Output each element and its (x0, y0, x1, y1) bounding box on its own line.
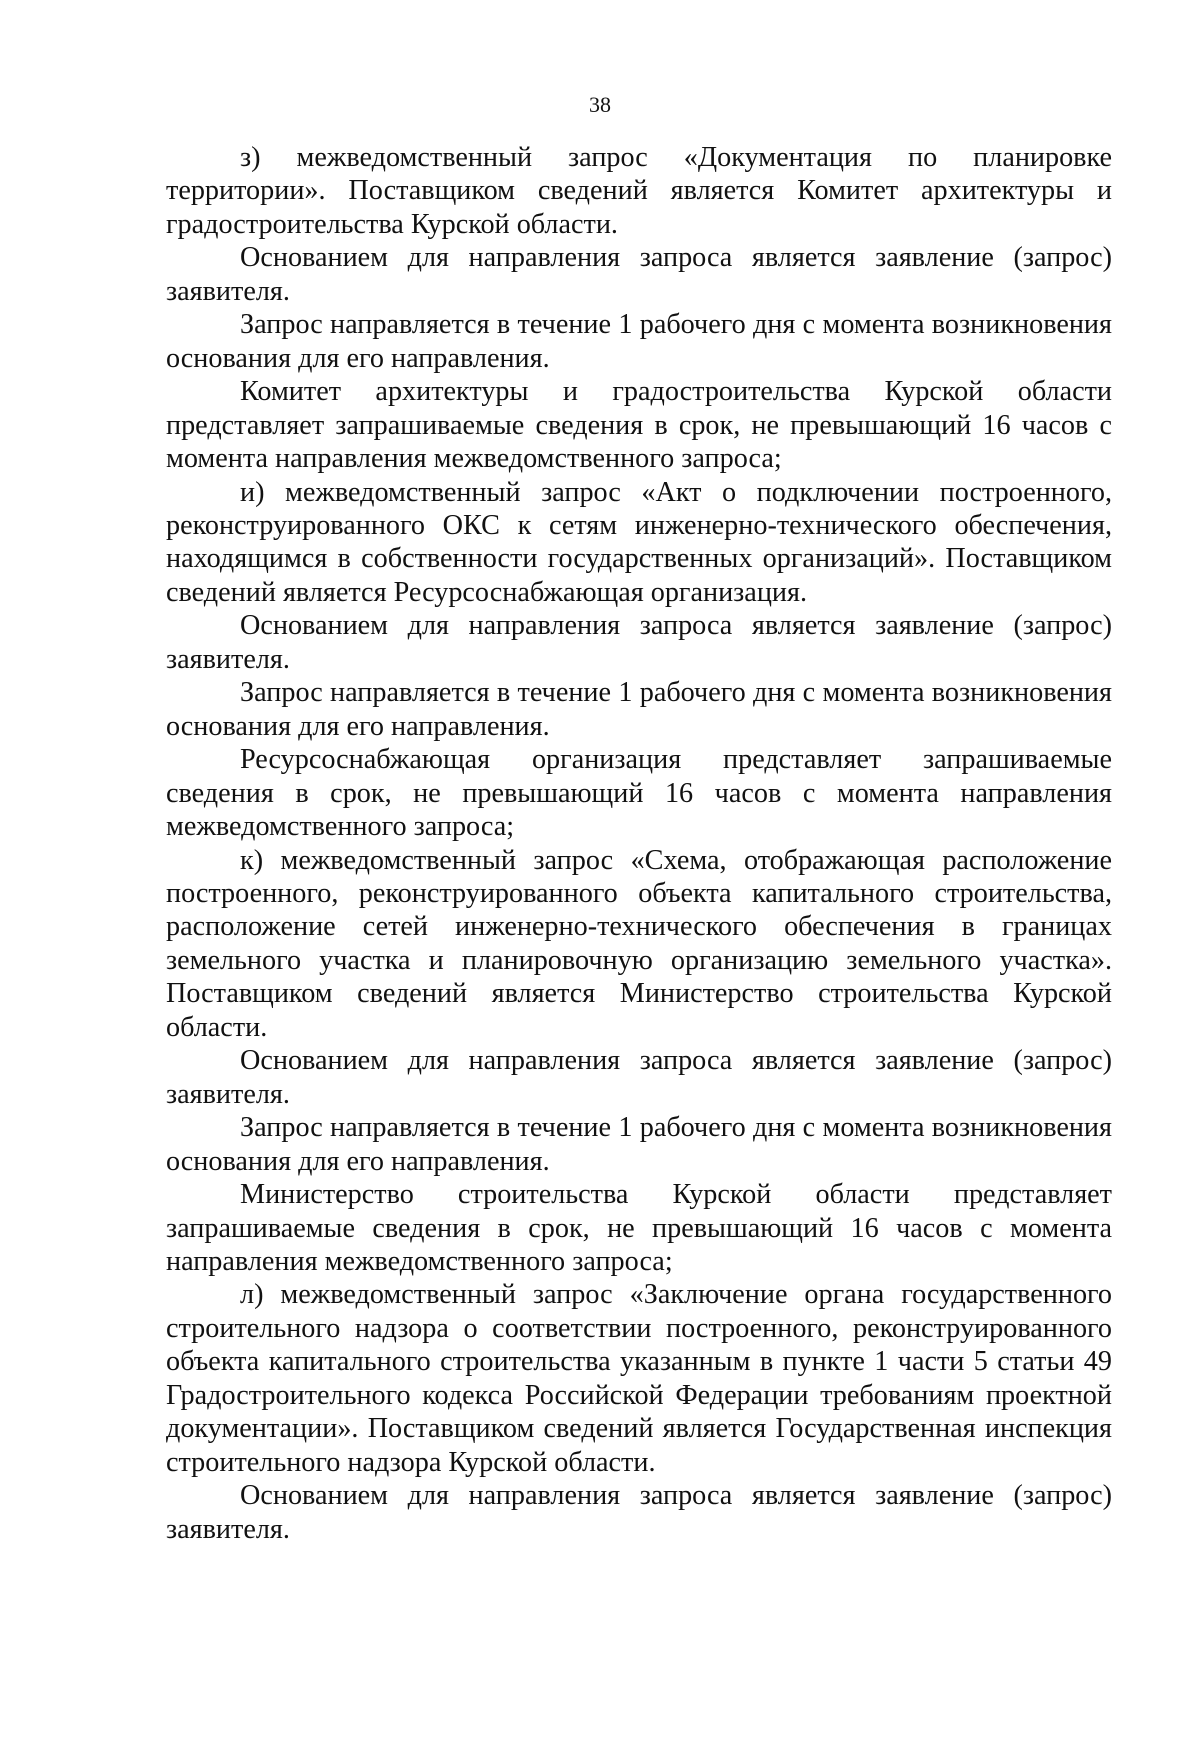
paragraph: Запрос направляется в течение 1 рабочего дня с момента возникновения основания для его направления. (166, 309, 1112, 374)
paragraph: Комитет архитектуры и градостроительства Курской области представляет запрашиваемые сведения в срок, не превышающий 16 часов с момента направления межведомственного запроса; (166, 376, 1112, 475)
paragraph: и) межведомственный запрос «Акт о подключении построенного, реконструированного ОКС к сетям инженерно-технического обеспечения, находящимся в собственности государственных организаций». Поставщиком сведений является Ресурсоснабжающая организация. (166, 476, 1112, 608)
page-number: 38 (589, 92, 611, 117)
paragraph: Основанием для направления запроса является заявление (запрос) заявителя. (166, 610, 1112, 675)
paragraph: Министерство строительства Курской области представляет запрашиваемые сведения в срок, не превышающий 16 часов с момента направления межведомственного запроса; (166, 1179, 1112, 1277)
paragraph: Основанием для направления запроса является заявление (запрос) заявителя. (166, 242, 1112, 307)
paragraph: л) межведомственный запрос «Заключение органа государственного строительного надзора о соответствии построенного, реконструированного объекта капитального строительства указанным в пункте 1 части 5 статьи 49 Градостроительного кодекса Российской Федерации требованиям проектной документации». Поставщиком сведений является Государственная инспекция строительного надзора Курской области. (166, 1279, 1112, 1478)
paragraph: Запрос направляется в течение 1 рабочего дня с момента возникновения основания для его направления. (166, 677, 1112, 742)
paragraph: Ресурсоснабжающая организация представляет запрашиваемые сведения в срок, не превышающий 16 часов с момента направления межведомственного запроса; (166, 744, 1112, 843)
paragraph: Основанием для направления запроса является заявление (запрос) заявителя. (166, 1480, 1112, 1545)
document-body (166, 141, 1112, 1546)
paragraph: Основанием для направления запроса является заявление (запрос) заявителя. (166, 1045, 1112, 1110)
paragraph: к) межведомственный запрос «Схема, отображающая расположение построенного, реконструированного объекта капитального строительства, расположение сетей инженерно-технического обеспечения в границах земельного участка и планировочную организацию земельного участка». Поставщиком сведений является Министерство строительства Курской области. (166, 844, 1112, 1043)
paragraph: Запрос направляется в течение 1 рабочего дня с момента возникновения основания для его направления. (166, 1112, 1112, 1177)
paragraph: з) межведомственный запрос «Документация по планировке территории». Поставщиком сведений является Комитет архитектуры и градостроительства Курской области. (166, 142, 1112, 240)
